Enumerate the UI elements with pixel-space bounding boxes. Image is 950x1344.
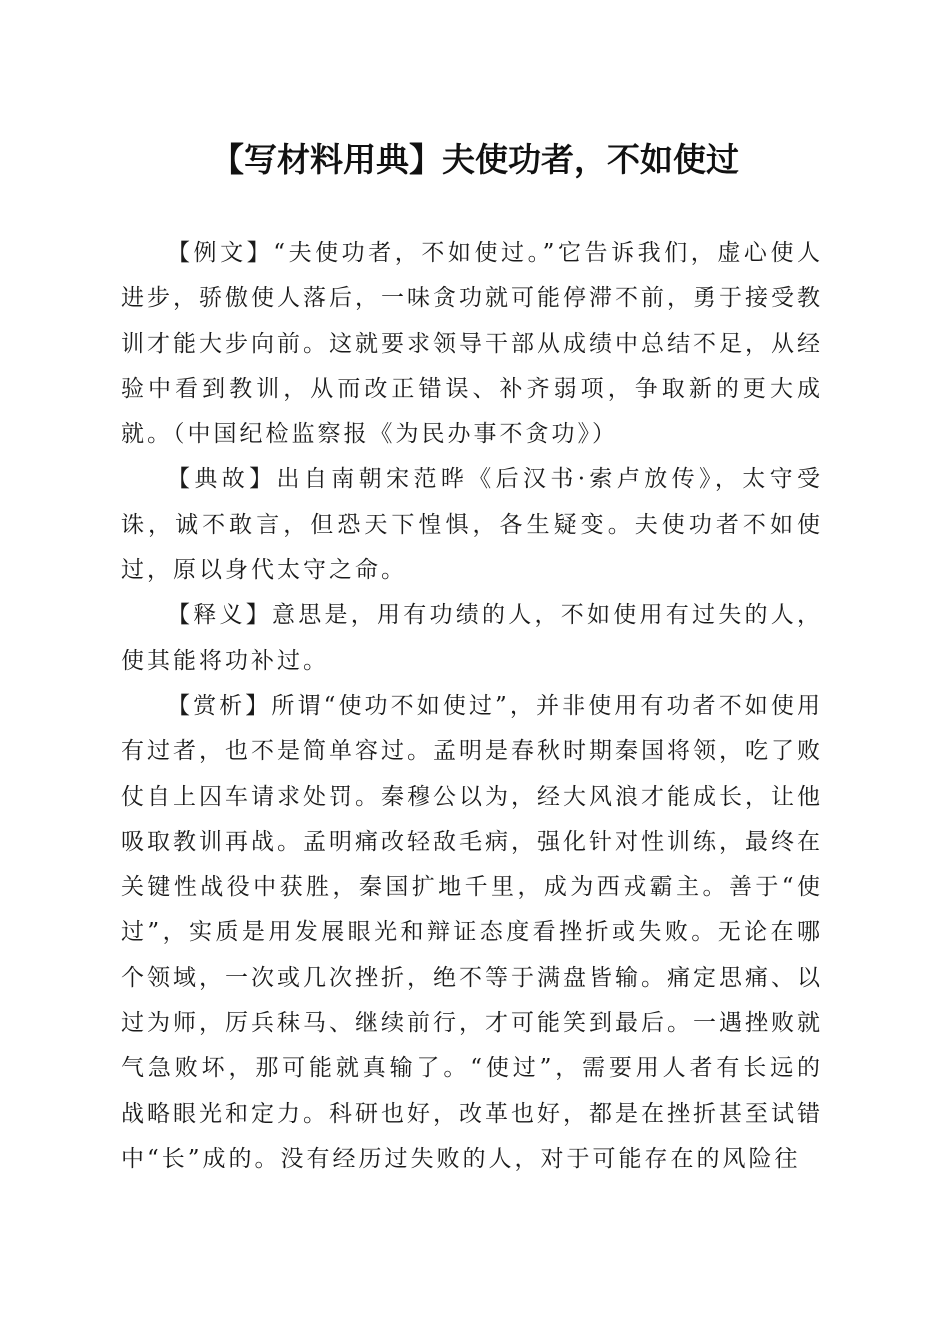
- paragraph-text: 所谓“使功不如使过”，并非使用有功者不如使用有过者，也不是简单容过。孟明是春秋时期秦国将领，吃了败仗自上囚车请求处罚。秦穆公以为，经大风浪才能成长，让他吸取教训再战。孟明痛改轻敌毛病，强化针对性训练，最终在关键性战役中获胜，秦国扩地千里，成为西戎霸主。善于“使过”，实质是用发展眼光和辩证态度看挫折或失败。无论在哪个领域，一次或几次挫折，绝不等于满盘皆输。痛定思痛、以过为师，厉兵秣马、继续前行，才可能笑到最后。一遇挫败就气急败坏，那可能就真输了。“使过”，需要用人者有长远的战略眼光和定力。科研也好，改革也好，都是在挫折甚至试错中“长”成的。没有经历过失败的人，对于可能存在的风险往: [121, 692, 823, 1172]
- paragraph-text: “夫使功者，不如使过。”它告诉我们，虚心使人进步，骄傲使人落后，一味贪功就可能停滞不前，勇于接受教训才能大步向前。这就要求领导干部从成绩中总结不足，从经验中看到教训，从而改正错误、补齐弱项，争取新的更大成就。（中国纪检监察报《为民办事不贪功》）: [121, 240, 824, 448]
- paragraph-text: 意思是，用有功绩的人，不如使用有过失的人，使其能将功补过。: [121, 602, 823, 674]
- paragraph-tag: 【例文】: [167, 240, 274, 266]
- paragraph-text: 出自南朝宋范晔《后汉书·索卢放传》，太守受诛，诚不敢言，但恐天下惶惧，各生疑变。夫使功者不如使过，原以身代太守之命。: [121, 466, 823, 584]
- paragraph-example: [121, 231, 823, 457]
- paragraph-tag: 【赏析】: [167, 692, 272, 719]
- paragraph-tag: 【典故】: [167, 466, 277, 493]
- paragraph-analysis: [121, 684, 823, 1182]
- paragraph-allusion: [121, 457, 823, 593]
- paragraph-tag: 【释义】: [167, 602, 272, 629]
- document-body: [121, 231, 823, 1182]
- document-title: 【写材料用典】夫使功者，不如使过: [211, 140, 739, 179]
- paragraph-interpretation: [121, 593, 823, 684]
